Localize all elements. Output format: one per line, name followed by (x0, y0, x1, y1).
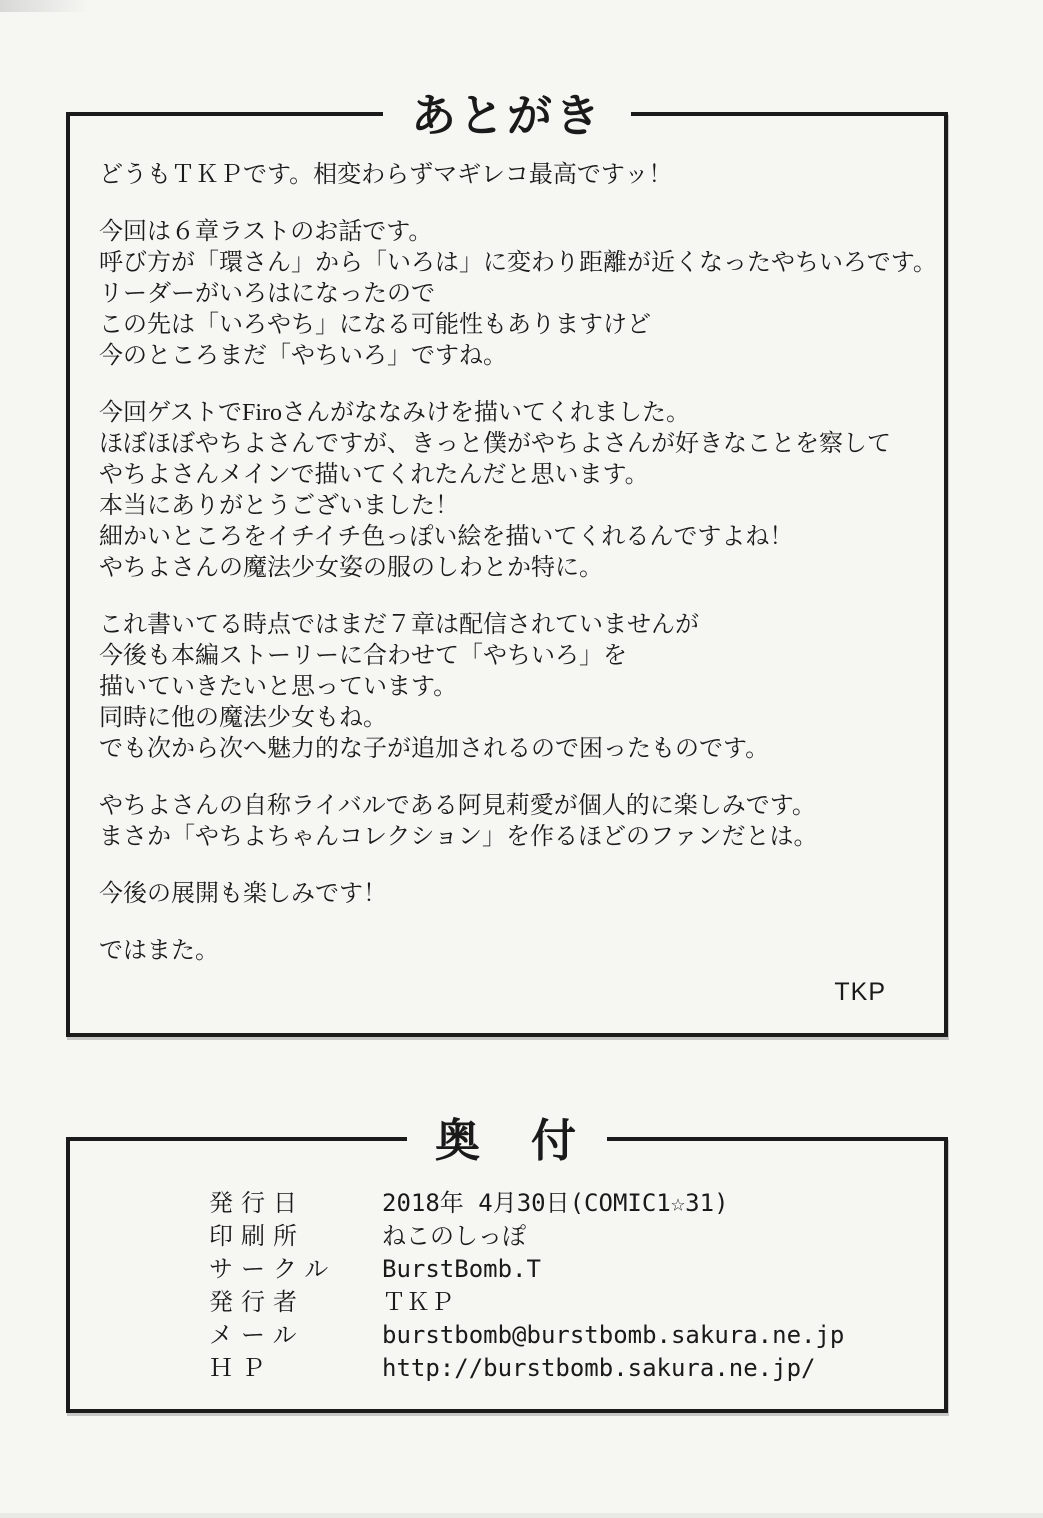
afterword-section (66, 90, 948, 1037)
afterword-line: この先は「いろやち」になる可能性もありますけど (99, 312, 651, 338)
colophon-table (70, 1141, 944, 1385)
afterword-line (99, 372, 914, 398)
afterword-title: あとがき (383, 86, 631, 146)
colophon-value: 2018年 4月30日(COMIC1☆31) (382, 1189, 729, 1217)
afterword-line: 今後も本編ストーリーに合わせて「やちいろ」を (99, 643, 627, 669)
afterword-line: 細かいところをイチイチ色っぽい絵を描いてくれるんですよね！ (99, 524, 794, 550)
scan-smudge-bottom (0, 1513, 1043, 1518)
afterword-body (70, 116, 944, 1008)
afterword-line: 本当にありがとうございました！ (99, 493, 459, 519)
afterword-line: リーダーがいろはになったので (99, 281, 435, 307)
afterword-line (99, 191, 914, 217)
colophon-title: 奥 付 (407, 1111, 607, 1171)
colophon-row-printer (209, 1220, 944, 1253)
colophon-label: 発行者 (209, 1289, 305, 1316)
scan-smudge-top-left (0, 0, 90, 12)
afterword-line: まさか「やちよちゃんコレクション」を作るほどのファンだとは。 (99, 824, 818, 850)
afterword-line: どうもＴＫＰです。相変わらずマギレコ最高ですッ！ (99, 162, 673, 188)
colophon-label: ＨＰ (209, 1355, 273, 1382)
afterword-line: これ書いてる時点ではまだ７章は配信されていませんが (99, 612, 699, 638)
afterword-line: やちよさんの魔法少女姿の服のしわとか特に。 (99, 555, 603, 581)
colophon-label: 発行日 (209, 1190, 305, 1217)
afterword-line (99, 910, 914, 936)
colophon-value: BurstBomb.T (382, 1255, 541, 1283)
afterword-line: 呼び方が「環さん」から「いろは」に変わり距離が近くなったやちいろです。 (99, 250, 937, 276)
afterword-line: 同時に他の魔法少女もね。 (99, 705, 387, 731)
colophon-value: http://burstbomb.sakura.ne.jp/ (382, 1354, 816, 1382)
afterword-line (99, 853, 914, 879)
afterword-line: ではまた。 (99, 938, 219, 964)
afterword-line: 今回ゲストでFiroさんがななみけを描いてくれました。 (99, 400, 691, 426)
afterword-line: 描いていきたいと思っています。 (99, 674, 458, 700)
afterword-line: ほぼほぼやちよさんですが、きっと僕がやちよさんが好きなことを察して (99, 431, 891, 457)
afterword-line: 今後の展開も楽しみです！ (99, 881, 387, 907)
afterword-line: 今のところまだ「やちいろ」ですね。 (99, 343, 507, 369)
colophon-section (66, 1115, 948, 1413)
afterword-line (99, 765, 914, 791)
colophon-label: 印刷所 (209, 1223, 305, 1250)
colophon-row-publisher (209, 1286, 944, 1319)
afterword-line: やちよさんの自称ライバルである阿見莉愛が個人的に楽しみです。 (99, 793, 816, 819)
afterword-line: でも次から次へ魅力的な子が追加されるので困ったものです。 (99, 736, 770, 762)
colophon-row-circle (209, 1253, 944, 1286)
afterword-line: やちよさんメインで描いてくれたんだと思います。 (99, 462, 649, 488)
colophon-row-publish-date (209, 1187, 944, 1220)
colophon-value: ねこのしっぽ (382, 1222, 526, 1250)
afterword-line: 今回は６章ラストのお話です。 (99, 219, 433, 245)
afterword-line (99, 584, 914, 610)
colophon-row-email (209, 1319, 944, 1352)
colophon-label: メール (209, 1322, 305, 1349)
colophon-label: サークル (209, 1256, 337, 1283)
colophon-value: burstbomb@burstbomb.sakura.ne.jp (382, 1321, 845, 1349)
colophon-value: ＴＫＰ (382, 1288, 454, 1316)
afterword-signature: TKP (834, 978, 886, 1006)
colophon-row-homepage (209, 1352, 944, 1385)
